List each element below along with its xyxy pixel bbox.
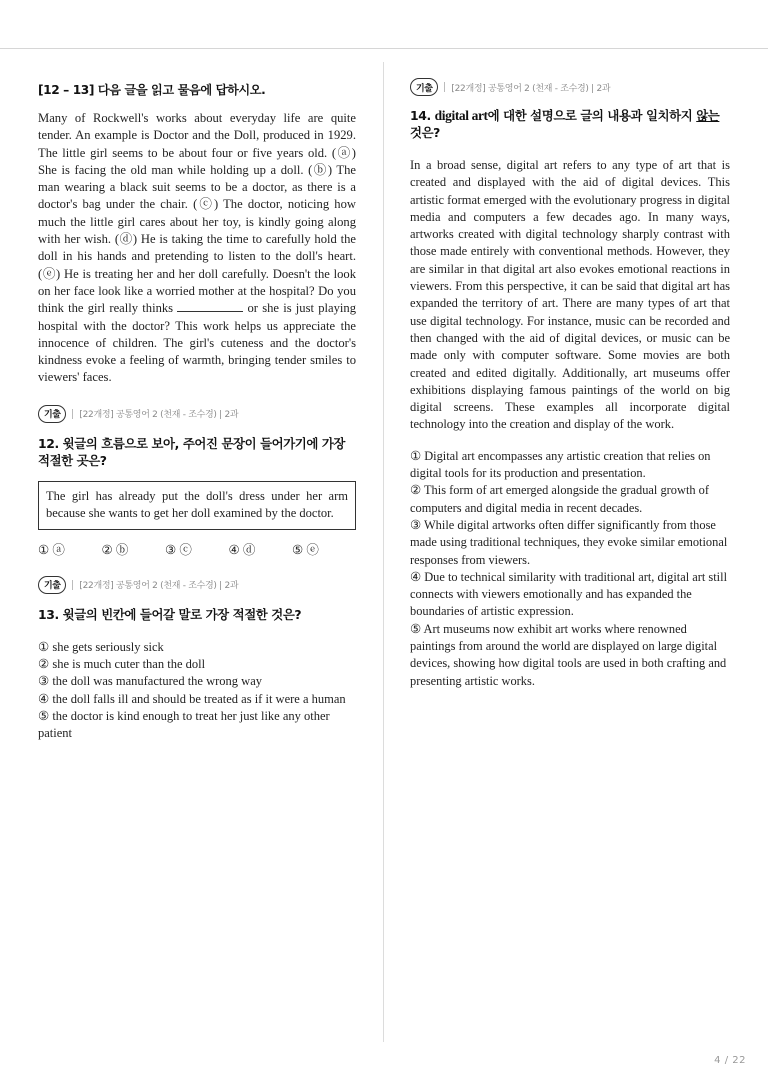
reading-passage: In a broad sense, digital art refers to any type of art that is created and displayed with the aid of digital devices. This artistic format emerged with the evolutionary progress in digital media and computers a few decades ago. In many ways, artworks created with digital technology sharply contrast with those made entirely with conventional methods. However, they are similar in that digital art also evokes emotional reactions in viewers. From this perspective, it can be said that digital art has expanded the territory of art. There are many types of art that use digital technology. For instance, music can be recorded and then changed with the aid of digital devices, or music can be made only with computer software. Some movies are both created and edited digitally. Additionally, art museums offer exhibitions displaying famous paintings of the world on big digital screens. These examples all incorporate digital technology into the creation and display of the work. [410, 158, 730, 432]
choice-4[interactable]: ④ Due to technical similarity with traditional art, digital art still connects with viewers emotionally and has expanded the boundaries of artistic expression. [410, 569, 728, 619]
past-exam-badge: 기출 [410, 78, 438, 96]
question-14 [410, 78, 730, 690]
choice-1[interactable]: ① she gets seriously sick [38, 639, 164, 654]
source-meta: [22개정] 공통영어 2 (천재 - 조수경) | 2과 [451, 83, 611, 94]
tag-separator [72, 409, 73, 419]
given-sentence-box: The girl has already put the doll's dress under her arm because she wants to get her doll examined by the doctor. [38, 481, 356, 530]
question-title: 13. 윗글의 빈칸에 들어갈 말로 가장 적절한 것은? [38, 606, 302, 622]
choice-2[interactable]: ② she is much cuter than the doll [38, 657, 206, 672]
tag-separator [72, 580, 73, 590]
tag-separator [444, 82, 445, 92]
choice-2[interactable]: ② ⓑ [101, 542, 129, 557]
choice-5[interactable]: ⑤ the doctor is kind enough to treat her just like any other patient [38, 708, 330, 741]
question-title: 12. 윗글의 흐름으로 보아, 주어진 문장이 들어가기에 가장 적절한 곳은? [38, 435, 345, 468]
reading-passage [38, 110, 356, 387]
right-column [410, 78, 730, 690]
choice-3[interactable]: ③ While digital artworks often differ significantly from those made using traditional techniques, they evoke similar emotional responses from viewers. [410, 517, 728, 567]
answer-choices [410, 448, 730, 690]
choice-5[interactable]: ⑤ ⓔ [292, 542, 319, 557]
question-12 [38, 405, 356, 558]
choice-3[interactable]: ③ ⓒ [165, 542, 192, 557]
choice-4[interactable]: ④ the doll falls ill and should be treated as if it were a human [38, 691, 346, 706]
column-divider [383, 62, 384, 1042]
question-tag [410, 78, 730, 96]
source-meta: [22개정] 공통영어 2 (천재 - 조수경) | 2과 [79, 581, 239, 592]
page-number: 4 / 22 [714, 1055, 746, 1066]
answer-choices [38, 639, 356, 743]
passage-text-2: or she is just playing hospital with the doctor? This work helps us appreciate the innocence of children. The girl's cuteness and the doctor's kindness evoke a feeling of warmth, bringing tender smiles to viewers' faces. [38, 301, 356, 385]
passage-text-1: Many of Rockwell's works about everyday life are quite tender. An example is Doctor and the Doll, produced in 1929. The little girl seems to be about four or five years old. (ⓐ) She is facing the old man while holding up a doll. (ⓑ) The man wearing a black suit seems to be a doctor, as there is a doctor's bag under the chair. (ⓒ) The doctor, noticing how much the little girl cares about her toy, is kindly going along with her wish. (ⓓ) He is taking the time to carefully hold the doll in his hands and pretending to listen to the doll's heart. (ⓔ) He is treating her and her doll carefully. Doesn't the look on her face look like a worried mother at the hospital? Do you think the girl really thinks [38, 111, 356, 316]
choice-1[interactable]: ① Digital art encompasses any artistic creation that relies on digital tools for its production and presentation. [410, 448, 711, 481]
source-meta: [22개정] 공통영어 2 (천재 - 조수경) | 2과 [79, 410, 239, 421]
question-13 [38, 576, 356, 743]
section-heading: [12 – 13] 다음 글을 읽고 물음에 답하시오. [38, 83, 266, 97]
question-tag [38, 405, 356, 423]
choice-5[interactable]: ⑤ Art museums now exhibit art works where renowned paintings from around the world are displayed on large digital devices, showing how digital tools are used in both crafting and presenting artistic works. [410, 621, 727, 688]
question-tag [38, 576, 356, 594]
answer-blank [177, 300, 243, 312]
header-rule [0, 48, 768, 49]
choice-4[interactable]: ④ ⓓ [228, 542, 256, 557]
choice-1[interactable]: ① ⓐ [38, 542, 65, 557]
answer-choices [38, 540, 356, 558]
choice-3[interactable]: ③ the doll was manufactured the wrong way [38, 674, 262, 689]
left-column [38, 78, 356, 743]
past-exam-badge: 기출 [38, 576, 66, 594]
choice-2[interactable]: ② This form of art emerged alongside the gradual growth of computers and digital media in recent decades. [410, 483, 709, 515]
question-title: 14. digital art에 대한 설명으로 글의 내용과 일치하지 않는 것은? [410, 108, 720, 140]
past-exam-badge: 기출 [38, 405, 66, 423]
